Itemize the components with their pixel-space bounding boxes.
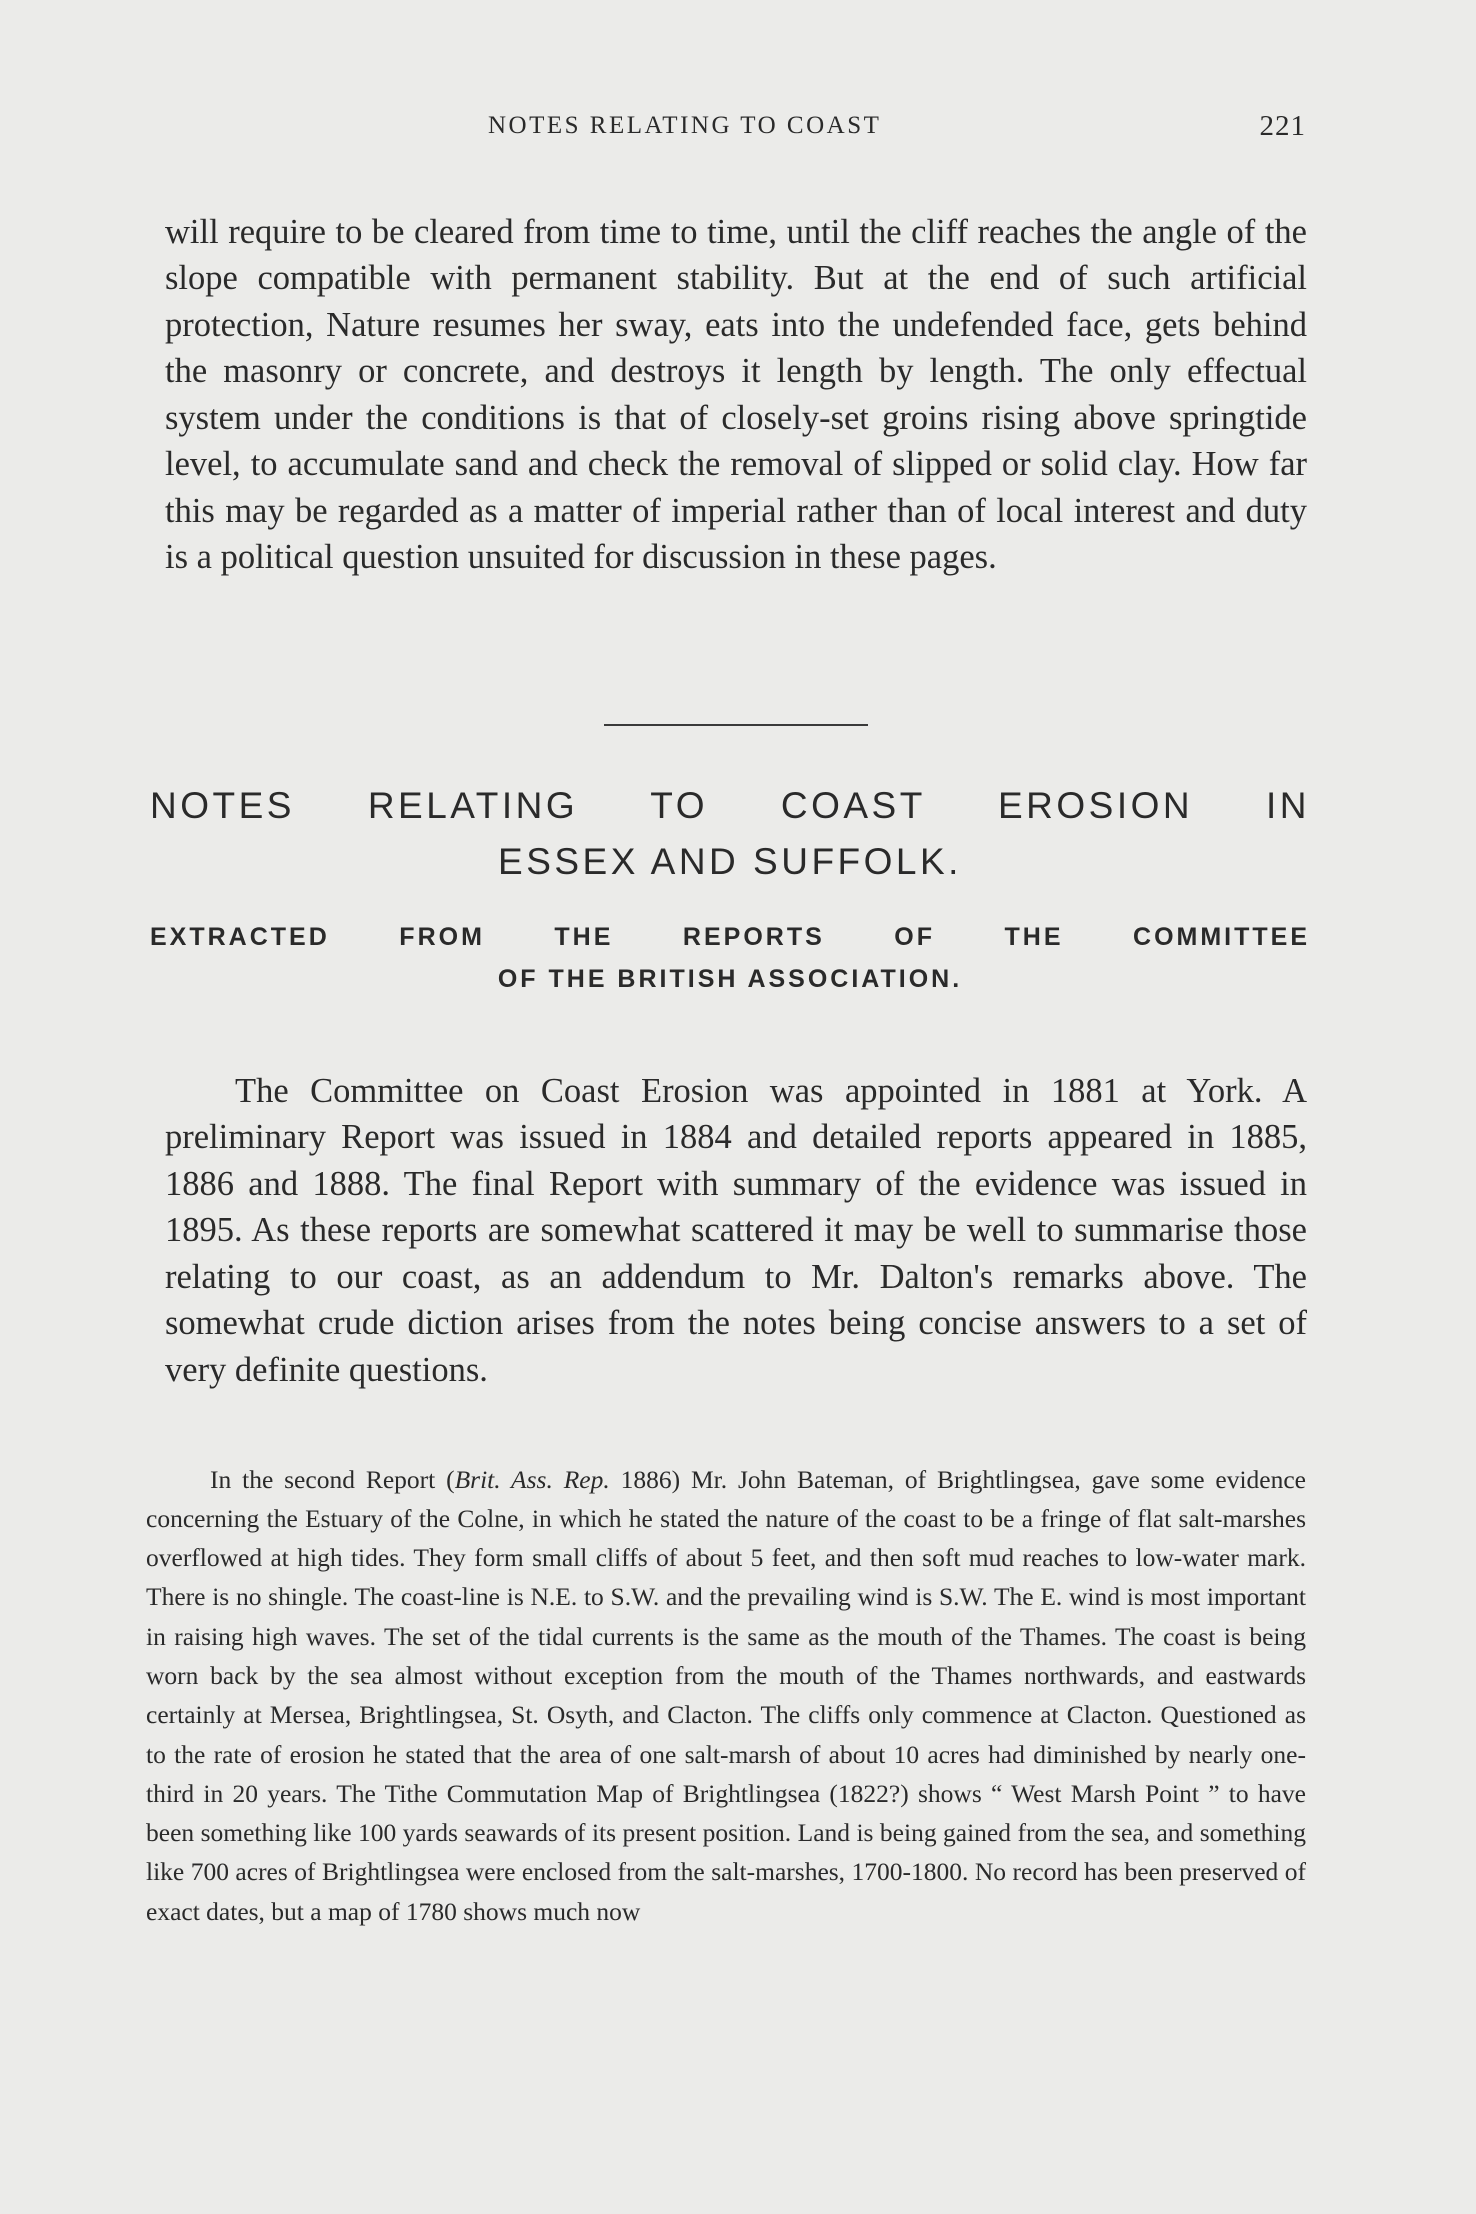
section-heading-line-1: NOTES RELATING TO COAST EROSION IN xyxy=(150,785,1310,826)
evidence-rest: 1886) Mr. John Bateman, of Brightlingsea, gave some evidence concerning the Estuary of the Colne, in which he stated the nature of the coast to be a fringe of flat salt-marshes overflowed at high tides. They form small cliffs of about 5 feet, and then soft mud reaches to low-water mark. There is no shingle. The coast-line is N.E. to S.W. and the prevailing wind is S.W. The E. wind is most important in raising high waves. The set of the tidal currents is the same as the mouth of the Thames. The coast is being worn back by the sea almost without exception from the mouth of the Thames northwards, and eastwards certainly at Mersea, Brightlingsea, St. Osyth, and Clacton. The cliffs only commence at Clacton. Questioned as to the rate of erosion he stated that the area of one salt-marsh of about 10 acres had diminished by nearly one-third in 20 years. The Tithe Commutation Map of Brightlingsea (1822?) shows “ West Marsh Point ” to have been something like 100 yards seawards of its present position. Land is being gained from the sea, and something like 700 acres of Brightlingsea were enclosed from the salt-marshes, 1700-1800. No record has been preserved of exact dates, but a map of 1780 shows much now xyxy=(146,1464,1306,1926)
running-head xyxy=(0,108,1476,148)
continued-paragraph: will require to be cleared from time to time, until the cliff reaches the angle of the slope compatible with permanent stability. But at the end of such artificial protection, Nature resumes her sway, eats into the undefended face, gets behind the masonry or concrete, and destroys it length by length. The only effectual system under the conditions is that of closely-set groins rising above springtide level, to accumulate sand and check the removal of slipped or solid clay. How far this may be regarded as a matter of imperial rather than of local interest and duty is a political question unsuited for discussion in these pages. xyxy=(165,212,1307,576)
evidence-start: In the second Report ( xyxy=(210,1464,455,1494)
running-head-title: NOTES RELATING TO COAST xyxy=(488,112,882,139)
section-heading xyxy=(150,778,1310,890)
section-divider xyxy=(604,724,868,726)
committee-paragraph: The Committee on Coast Erosion was appointed in 1881 at York. A preliminary Report was issued in 1884 and detailed reports appeared in 1885, 1886 and 1888. The final Report with summary of the evidence was issued in 1895. As these reports are somewhat scattered it may be well to summarise those relating to our coast, as an addendum to Mr. Dalton's remarks above. The somewhat crude diction arises from the notes being concise answers to a set of very definite questions. xyxy=(165,1071,1307,1389)
subheading-line-1: EXTRACTED FROM THE REPORTS OF THE COMMITTEE xyxy=(150,923,1310,951)
evidence-paragraph xyxy=(146,1460,1306,1932)
evidence-citation: Brit. Ass. Rep. xyxy=(454,1464,610,1494)
subheading-line-2: OF THE BRITISH ASSOCIATION. xyxy=(497,965,963,993)
section-heading-line-2: ESSEX AND SUFFOLK. xyxy=(498,841,962,882)
page-number: 221 xyxy=(1259,110,1306,142)
section-subheading xyxy=(150,916,1310,1000)
